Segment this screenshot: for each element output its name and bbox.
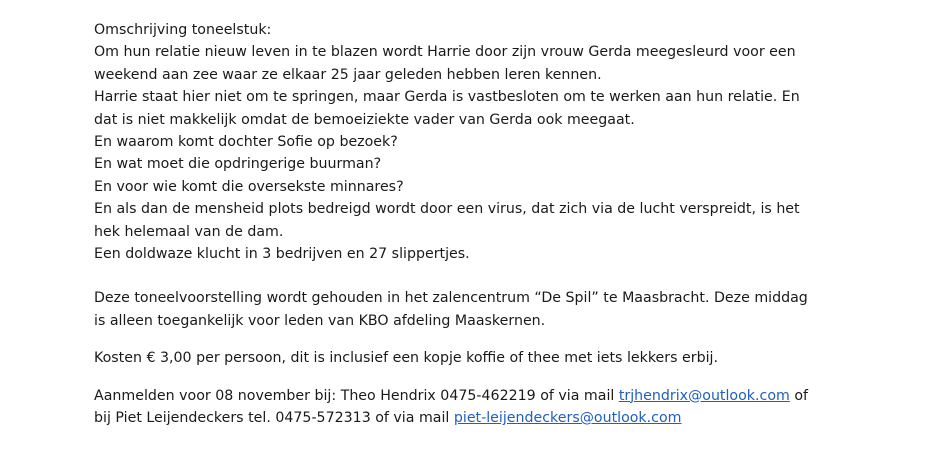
description-line: Een doldwaze klucht in 3 bedrijven en 27 slippertjes. [94,246,470,263]
description-line: En wat moet die opdringerige buurman? [94,156,382,173]
description-line: hek helemaal van de dam. [94,223,284,240]
venue-line: is alleen toegankelijk voor leden van KBO afdeling Maaskernen. [94,312,546,329]
paragraph-spacer [94,332,884,347]
description-line: En als dan de mensheid plots bedreigd wordt door een virus, dat zich via de lucht verspreidt, is het [94,201,800,218]
email-link-theo[interactable]: trjhendrix@outlook.com [618,387,790,404]
registration-text: of [789,387,809,404]
registration-text: Aanmelden voor 08 november bij: Theo Hendrix 0475-462219 of via mail [94,387,619,404]
description-line: dat is niet makkelijk omdat de bemoeiziekte vader van Gerda ook meegaat. [94,111,635,128]
registration-line [94,385,884,407]
paragraph-spacer [94,265,884,287]
registration-text: bij Piet Leijendeckers tel. 0475-572313 of via mail [94,410,454,427]
paragraph-spacer [94,370,884,385]
registration-line [94,407,884,429]
description-line: Harrie staat hier niet om te springen, maar Gerda is vastbesloten om te werken aan hun relatie. En [94,89,800,106]
venue-line: Deze toneelvoorstelling wordt gehouden in het zalencentrum “De Spil” te Maasbracht. Deze middag [94,290,808,307]
description-line: En waarom komt dochter Sofie op bezoek? [94,134,398,151]
email-link-piet[interactable]: piet-leijendeckers@outlook.com [453,410,682,427]
cost-line: Kosten € 3,00 per persoon, dit is inclusief een kopje koffie of thee met iets lekkers erbij. [94,350,718,367]
document-body [94,19,884,430]
description-line: En voor wie komt die oversekste minnares? [94,178,404,195]
description-line: weekend aan zee waar ze elkaar 25 jaar geleden hebben leren kennen. [94,66,602,83]
description-heading: Omschrijving toneelstuk: [94,22,272,38]
description-line: Om hun relatie nieuw leven in te blazen wordt Harrie door zijn vrouw Gerda meegesleurd voor een [94,44,796,61]
